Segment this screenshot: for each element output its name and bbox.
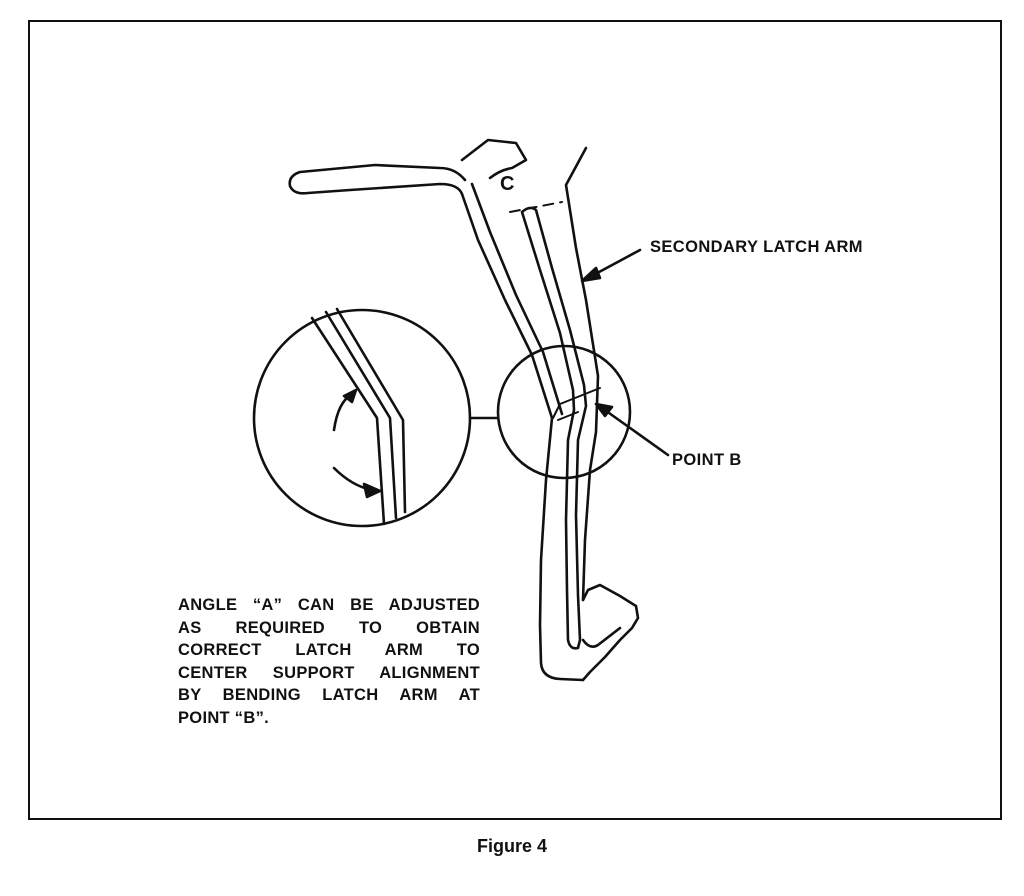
figure-caption: Figure 4 <box>476 836 547 856</box>
part-mark-c: C <box>500 173 515 195</box>
detail-arm-lines <box>312 309 405 524</box>
point-b-label: POINT B <box>672 451 742 469</box>
adjustment-note <box>178 594 480 729</box>
note-line: POINT “B”. <box>178 708 270 727</box>
note-line: BY BENDING LATCH ARM AT <box>178 686 480 704</box>
secondary-latch-arm-label: SECONDARY LATCH ARM <box>650 238 863 256</box>
angle-a-arrows <box>334 390 380 497</box>
note-line: AS REQUIRED TO OBTAIN <box>178 618 480 637</box>
secondary-latch-arm-leader <box>582 250 640 281</box>
note-line: ANGLE “A” CAN BE ADJUSTED <box>178 596 480 614</box>
point-b-leader <box>596 404 668 455</box>
note-line: CENTER SUPPORT ALIGNMENT <box>178 663 480 682</box>
note-line: CORRECT LATCH ARM TO <box>178 641 480 659</box>
